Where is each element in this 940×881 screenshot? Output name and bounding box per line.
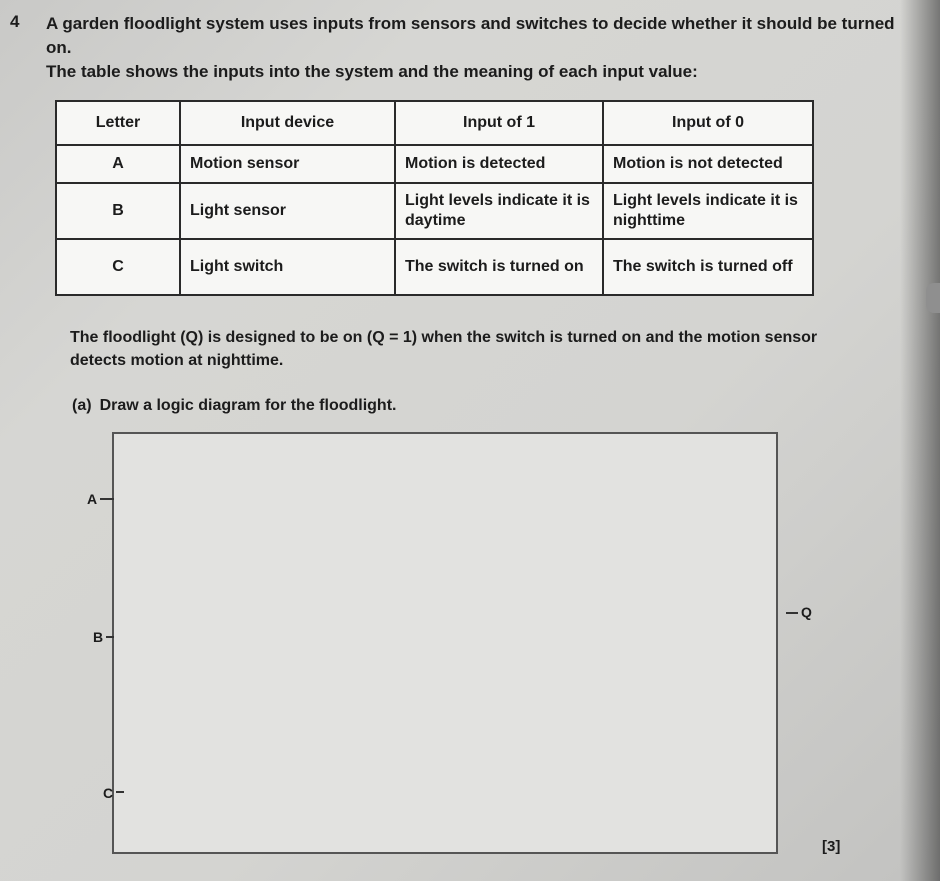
part-a-text: Draw a logic diagram for the floodlight. xyxy=(99,397,397,414)
statement-text: The floodlight (Q) is designed to be on (Q = 1) when the switch is turned on and the motion sensor detects motion at nighttime. xyxy=(70,329,818,369)
cell-input-0: Motion is not detected xyxy=(603,145,813,183)
page-edge-shadow xyxy=(900,0,940,881)
marks-label: [3] xyxy=(822,838,841,855)
inputs-table xyxy=(55,100,814,296)
floodlight-statement xyxy=(70,326,850,372)
intro-line-2: The table shows the inputs into the system and the meaning of each input value: xyxy=(46,62,698,81)
part-a-prompt xyxy=(72,397,396,415)
logic-diagram-answer-area[interactable] xyxy=(112,432,778,854)
table-row xyxy=(56,145,813,183)
table-header-row xyxy=(56,101,813,145)
cell-input-1: The switch is turned on xyxy=(395,239,603,295)
output-q-label: Q xyxy=(801,604,812,620)
input-c-line xyxy=(116,791,124,793)
cell-letter: A xyxy=(56,145,180,183)
page-edge-tab xyxy=(926,283,940,313)
input-a-label: A xyxy=(87,491,98,507)
cell-input-1: Motion is detected xyxy=(395,145,603,183)
table-row xyxy=(56,183,813,239)
cell-input-1: Light levels indicate it is daytime xyxy=(395,183,603,239)
output-q-line xyxy=(786,612,798,614)
header-input-device: Input device xyxy=(180,101,395,145)
cell-device: Motion sensor xyxy=(180,145,395,183)
cell-letter: B xyxy=(56,183,180,239)
cell-input-0: The switch is turned off xyxy=(603,239,813,295)
header-letter: Letter xyxy=(56,101,180,145)
cell-input-0: Light levels indicate it is nighttime xyxy=(603,183,813,239)
question-number: 4 xyxy=(10,12,20,31)
part-a-label: (a) xyxy=(72,397,92,414)
input-b-label: B xyxy=(93,629,104,645)
header-input-1: Input of 1 xyxy=(395,101,603,145)
input-a-line xyxy=(100,498,114,500)
table-row xyxy=(56,239,813,295)
intro-line-1: A garden floodlight system uses inputs from sensors and switches to decide whether it should be turned on. xyxy=(46,14,895,57)
header-input-0: Input of 0 xyxy=(603,101,813,145)
cell-device: Light switch xyxy=(180,239,395,295)
cell-device: Light sensor xyxy=(180,183,395,239)
cell-letter: C xyxy=(56,239,180,295)
input-c-label: C xyxy=(103,785,114,801)
input-b-line xyxy=(106,636,114,638)
question-intro xyxy=(46,12,906,84)
